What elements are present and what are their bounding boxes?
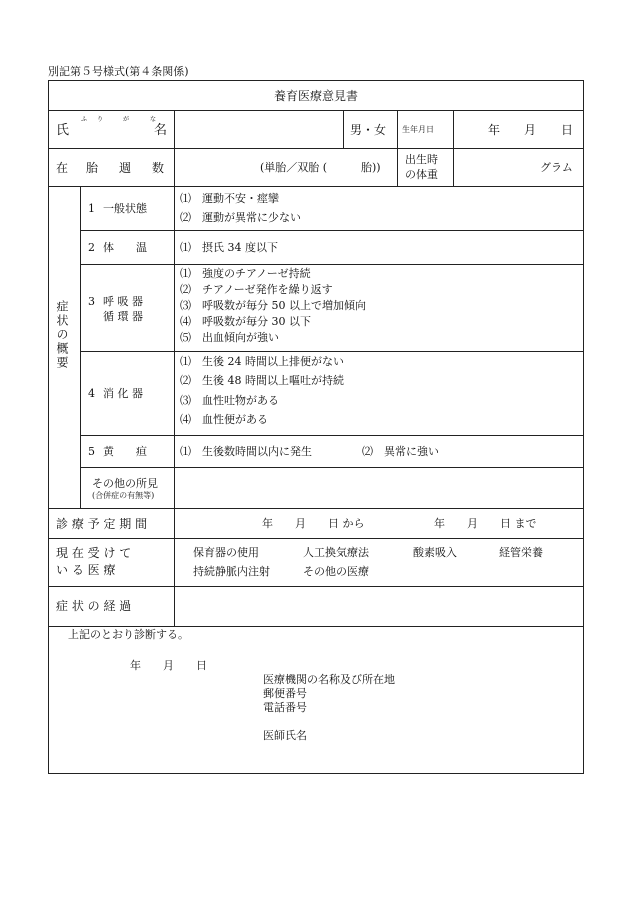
phone-label: 電話番号: [263, 701, 307, 714]
symptom-name: 黄 疸: [103, 445, 147, 458]
divider: [174, 110, 175, 626]
gestation-label-char: 数: [152, 161, 165, 175]
symptom-option[interactable]: ⑴ 摂氏 34 度以下: [180, 241, 278, 254]
treatment-period-to: 年 月 日 まで: [434, 517, 537, 530]
treatment-period-from: 年 月 日 から: [262, 517, 365, 530]
progress-label: 症 状 の 経 過: [56, 599, 132, 613]
divider: [48, 626, 584, 627]
divider: [48, 508, 584, 509]
treatment-option[interactable]: 人工換気療法: [303, 546, 369, 559]
symptom-name: 循 環 器: [103, 310, 143, 323]
symptom-option[interactable]: ⑵ 異常に強い: [362, 445, 439, 458]
symptom-option[interactable]: ⑷ 血性便がある: [180, 413, 268, 426]
divider: [80, 264, 584, 265]
divider: [48, 110, 584, 111]
birth-month-unit: 月: [524, 123, 537, 137]
symptom-option[interactable]: ⑵ 生後 48 時間以上嘔吐が持続: [180, 374, 344, 387]
current-treatment-label: 現 在 受 け て: [56, 546, 132, 560]
form-frame: [48, 80, 584, 774]
symptom-option[interactable]: ⑶ 呼吸数が毎分 50 以上で増加傾向: [180, 299, 366, 312]
other-findings-label: その他の所見: [92, 477, 158, 490]
symptom-number: 2: [88, 241, 95, 254]
symptom-name: 一般状態: [103, 202, 147, 215]
divider: [80, 351, 584, 352]
symptom-number: 3: [88, 295, 95, 308]
symptom-name: 消 化 器: [103, 387, 143, 400]
divider: [80, 230, 584, 231]
progress-field[interactable]: [176, 588, 582, 624]
ruby-char: ふ: [81, 116, 88, 123]
certification-date: 年 月 日: [130, 659, 207, 672]
symptom-option[interactable]: ⑵ チアノーゼ発作を繰り返す: [180, 283, 333, 296]
weight-unit: グラム: [540, 161, 573, 174]
gestation-label-char: 週: [119, 161, 132, 175]
divider: [80, 467, 584, 468]
form-number: 別記第５号様式(第４条関係): [48, 65, 189, 78]
ruby-char: り: [97, 116, 104, 123]
certification-statement: 上記のとおり診断する。: [68, 628, 189, 641]
divider: [343, 110, 344, 148]
postal-label: 郵便番号: [263, 687, 307, 700]
symptom-option[interactable]: ⑵ 運動が異常に少ない: [180, 211, 301, 224]
name-label-left: 氏: [56, 123, 70, 138]
treatment-option[interactable]: その他の医療: [303, 565, 369, 578]
symptom-number: 4: [88, 387, 95, 400]
birth-year-unit: 年: [488, 123, 501, 137]
symptom-number: 1: [88, 202, 95, 215]
treatment-option[interactable]: 持続静脈内注射: [193, 565, 270, 578]
other-findings-field[interactable]: [176, 469, 582, 506]
symptom-option[interactable]: ⑴ 強度のチアノーゼ持続: [180, 267, 311, 280]
symptoms-section-label: 症状の概要: [55, 300, 69, 370]
sex-selector[interactable]: 男・女: [350, 123, 387, 137]
treatment-option[interactable]: 保育器の使用: [193, 546, 259, 559]
symptom-option[interactable]: ⑷ 呼吸数が毎分 30 以下: [180, 315, 311, 328]
form-title: 養育医療意見書: [273, 89, 358, 103]
symptom-option[interactable]: ⑴ 運動不安・痙攣: [180, 192, 279, 205]
gestation-value-tail: 胎)): [361, 161, 381, 174]
divider: [80, 186, 81, 508]
symptom-option[interactable]: ⑶ 血性吐物がある: [180, 394, 279, 407]
symptom-number: 5: [88, 445, 95, 458]
birth-date-label: 生年月日: [402, 125, 434, 134]
treatment-option[interactable]: 酸素吸入: [413, 546, 457, 559]
divider: [397, 110, 398, 186]
name-label-right: 名: [154, 123, 168, 138]
current-treatment-label: い る 医 療: [56, 563, 116, 577]
institution-label: 医療機関の名称及び所在地: [263, 673, 395, 686]
divider: [48, 186, 584, 187]
treatment-option[interactable]: 経管栄養: [499, 546, 543, 559]
symptom-name: 体 温: [103, 241, 147, 254]
symptom-name: 呼 吸 器: [103, 295, 143, 308]
birth-weight-label: 出生時: [405, 153, 438, 166]
treatment-period-label: 診 療 予 定 期 間: [56, 517, 148, 531]
name-field[interactable]: [176, 112, 341, 146]
divider: [453, 110, 454, 186]
doctor-name-label: 医師氏名: [263, 729, 307, 742]
divider: [80, 435, 584, 436]
gestation-label-char: 在: [56, 161, 69, 175]
ruby-char: が: [123, 116, 130, 123]
gestation-value: (単胎／双胎 (: [260, 161, 328, 174]
gestation-label-char: 胎: [86, 161, 99, 175]
other-findings-sub: (合併症の有無等): [92, 491, 155, 500]
birth-day-unit: 日: [561, 123, 574, 137]
birth-weight-label: の体重: [405, 168, 438, 181]
symptom-option[interactable]: ⑸ 出血傾向が強い: [180, 331, 279, 344]
symptom-option[interactable]: ⑴ 生後 24 時間以上排便がない: [180, 355, 344, 368]
ruby-char: な: [150, 116, 157, 123]
symptom-option[interactable]: ⑴ 生後数時間以内に発生: [180, 445, 312, 458]
divider: [48, 538, 584, 539]
divider: [48, 586, 584, 587]
divider: [48, 148, 584, 149]
